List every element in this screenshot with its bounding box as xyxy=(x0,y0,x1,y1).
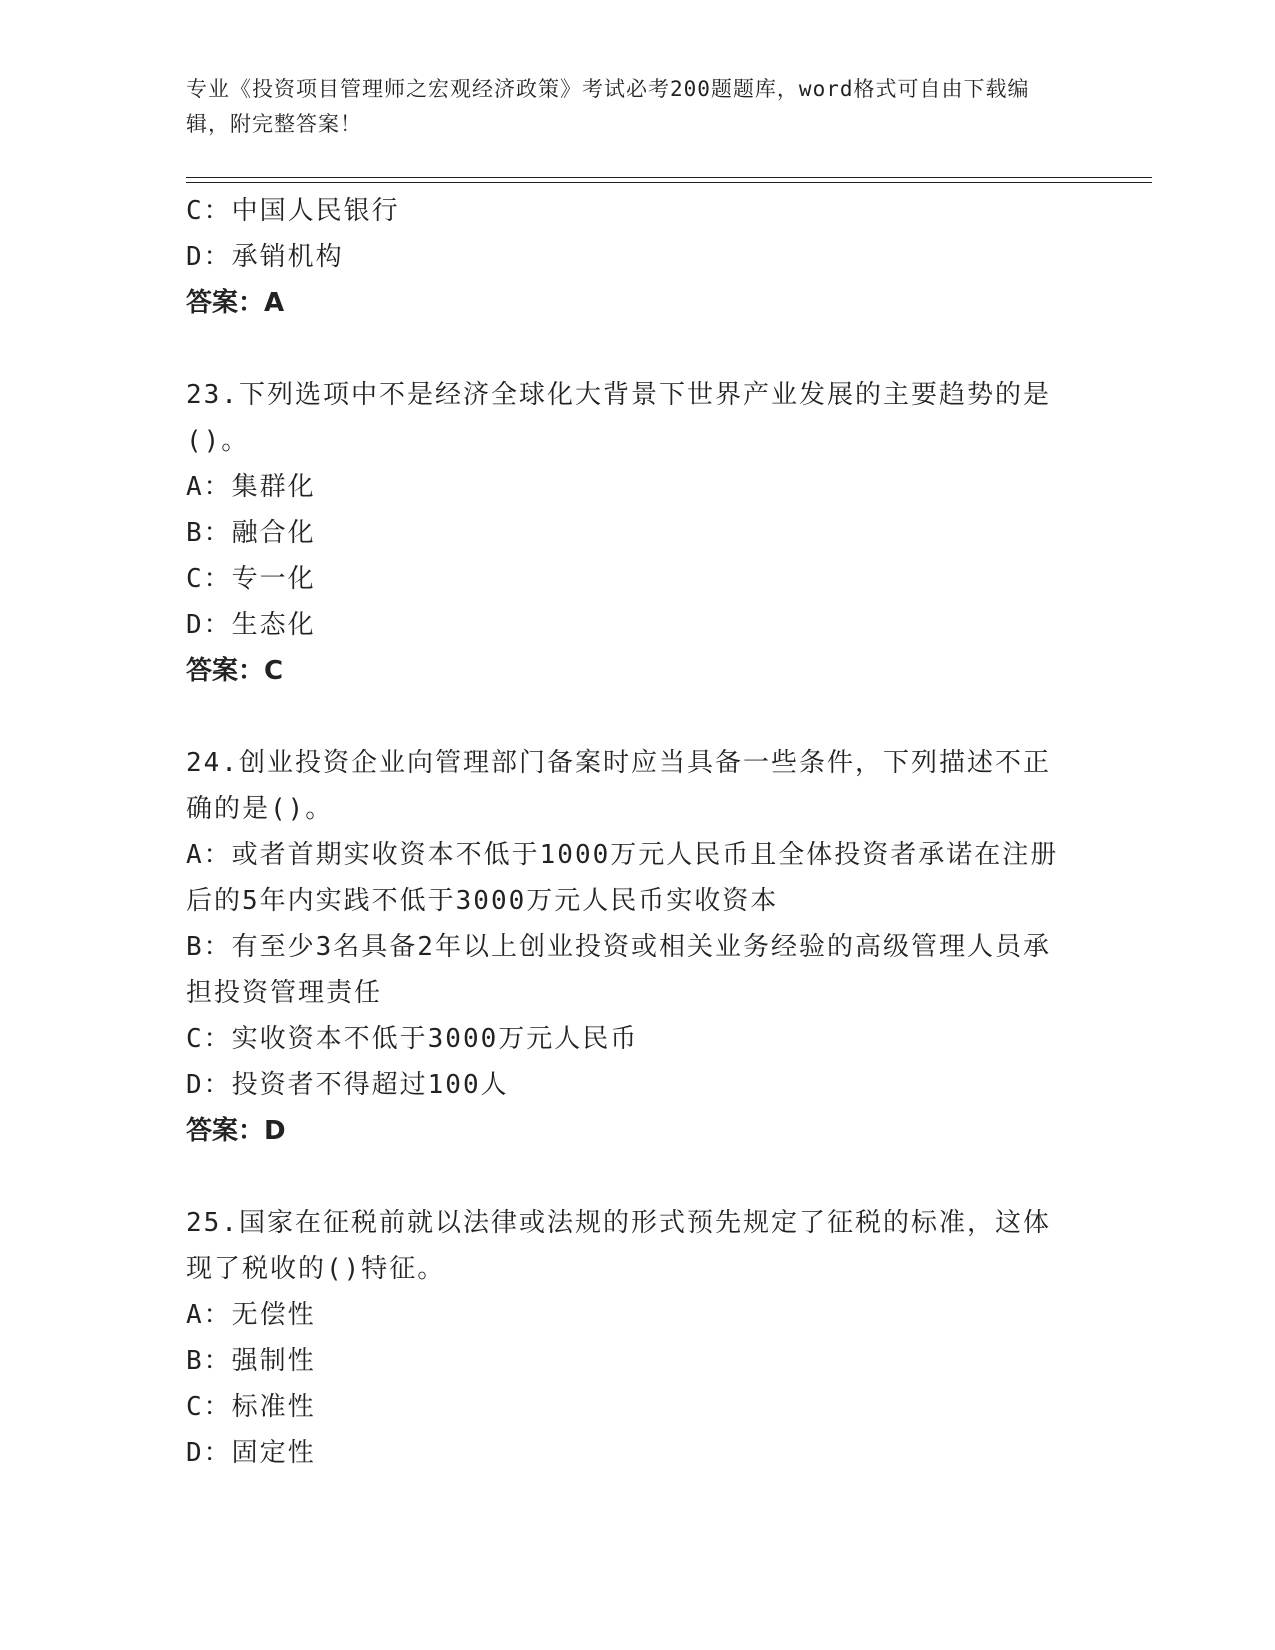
answer: 答案：C xyxy=(186,656,284,686)
question-list xyxy=(186,188,1066,1476)
option-b: B：强制性 xyxy=(186,1346,316,1376)
spacer xyxy=(186,694,1066,740)
option-b: B：有至少3名具备2年以上创业投资或相关业务经验的高级管理人员承担投资管理责任 xyxy=(186,932,1051,1008)
option-c: C：专一化 xyxy=(186,564,316,594)
question-text: 23.下列选项中不是经济全球化大背景下世界产业发展的主要趋势的是()。 xyxy=(186,380,1051,456)
question-23 xyxy=(186,372,1066,694)
page-header: 专业《投资项目管理师之宏观经济政策》考试必考200题题库，word格式可自由下载编辑，附完整答案！ xyxy=(186,77,1030,136)
header-divider-top xyxy=(186,177,1152,178)
option-d: D：投资者不得超过100人 xyxy=(186,1070,509,1100)
option-d: D：生态化 xyxy=(186,610,316,640)
question-text: 24.创业投资企业向管理部门备案时应当具备一些条件，下列描述不正确的是()。 xyxy=(186,748,1051,824)
spacer xyxy=(186,326,1066,372)
question-text: 25.国家在征税前就以法律或法规的形式预先规定了征税的标准，这体现了税收的()特征。 xyxy=(186,1208,1051,1284)
option-a: A：无偿性 xyxy=(186,1300,316,1330)
option-c: C：中国人民银行 xyxy=(186,196,400,226)
header-divider-bottom xyxy=(186,182,1152,183)
option-c: C：标准性 xyxy=(186,1392,316,1422)
option-c: C：实收资本不低于3000万元人民币 xyxy=(186,1024,639,1054)
question-25 xyxy=(186,1200,1066,1476)
spacer xyxy=(186,1154,1066,1200)
answer: 答案：A xyxy=(186,288,285,318)
question-24 xyxy=(186,740,1066,1154)
option-a: A：或者首期实收资本不低于1000万元人民币且全体投资者承诺在注册后的5年内实践不低于3000万元人民币实收资本 xyxy=(186,840,1059,916)
question-22-tail xyxy=(186,188,1066,326)
option-b: B：融合化 xyxy=(186,518,316,548)
option-d: D：固定性 xyxy=(186,1438,316,1468)
option-d: D：承销机构 xyxy=(186,242,344,272)
answer: 答案：D xyxy=(186,1116,286,1146)
option-a: A：集群化 xyxy=(186,472,316,502)
